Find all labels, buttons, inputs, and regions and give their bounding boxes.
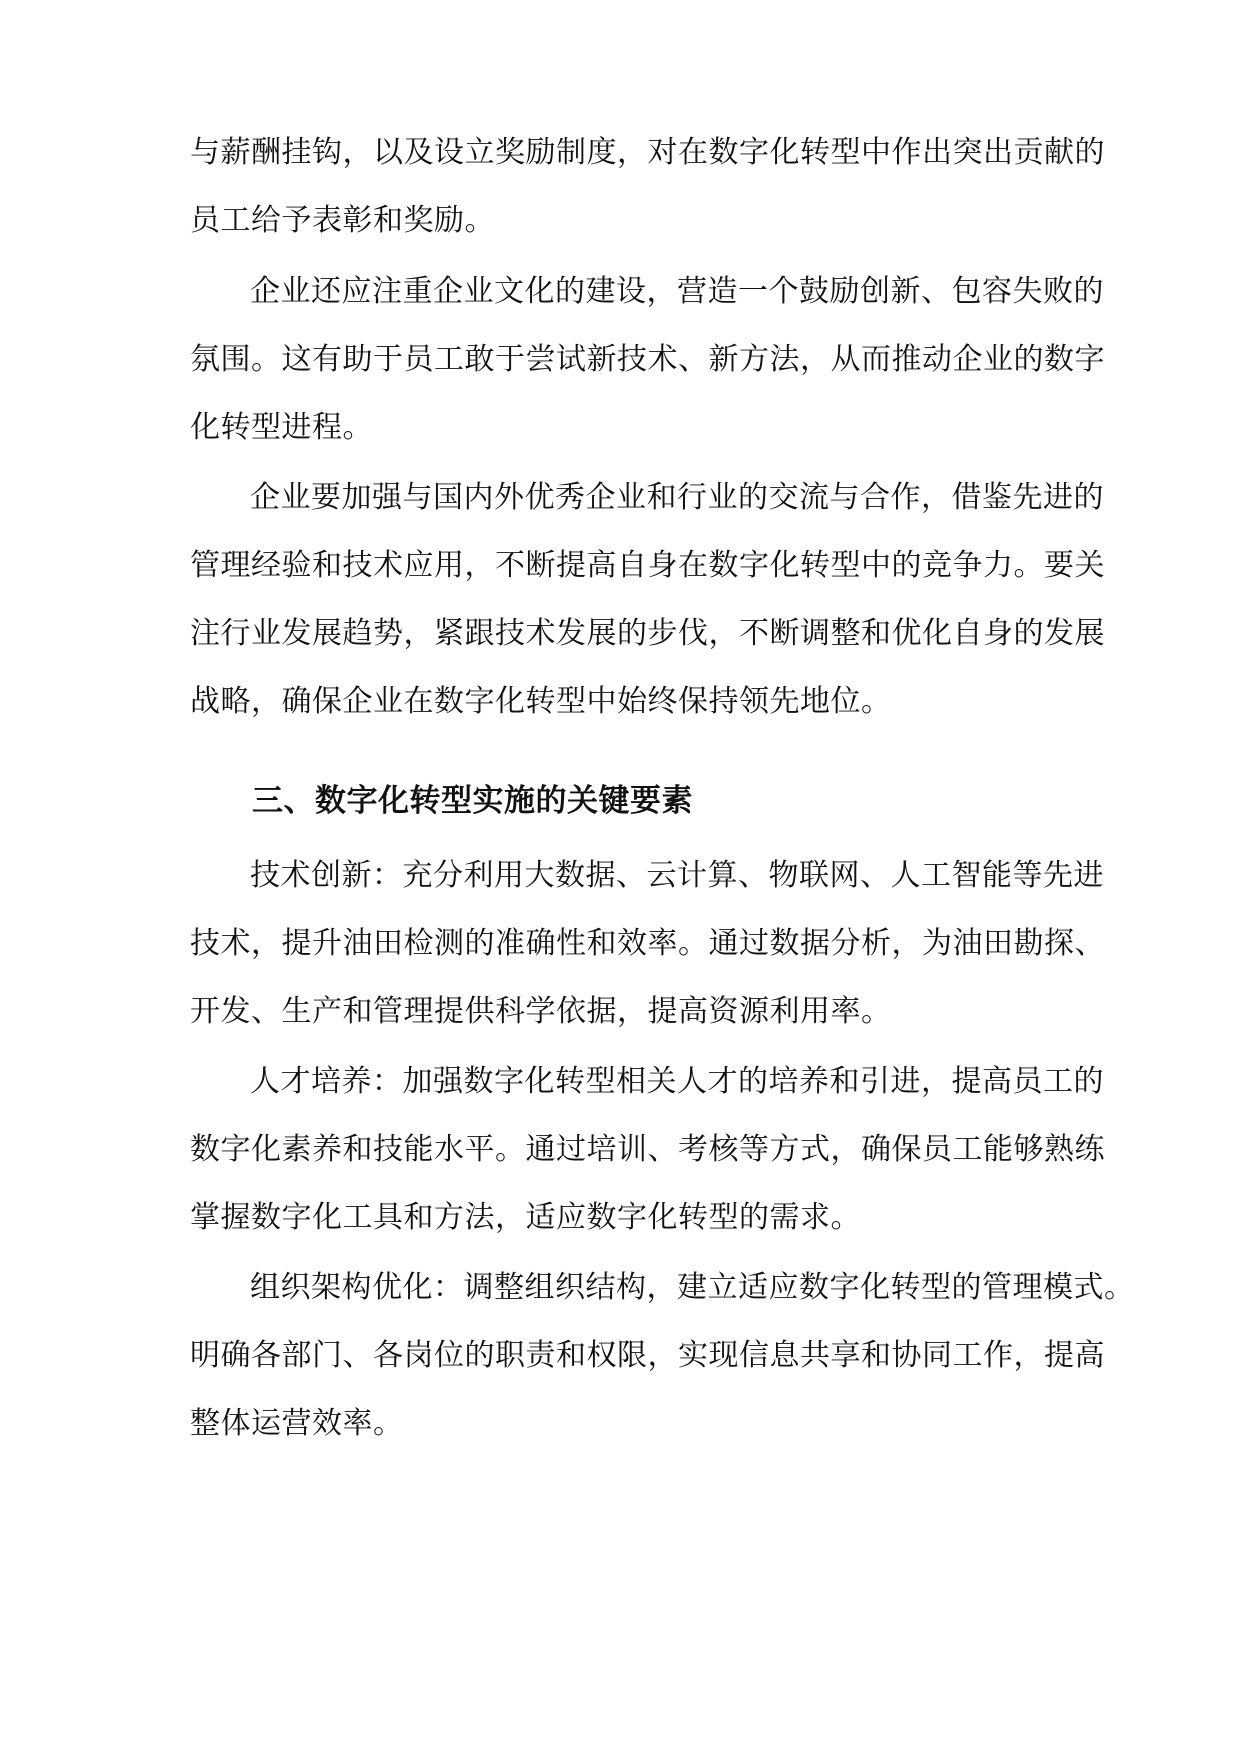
paragraph-line: 技术，提升油田检测的准确性和效率。通过数据分析，为油田勘探、: [190, 926, 1105, 961]
paragraph-line: 与薪酬挂钩，以及设立奖励制度，对在数字化转型中作出突出贡献的: [190, 135, 1105, 170]
paragraph-line: 管理经验和技术应用，不断提高自身在数字化转型中的竞争力。要关: [190, 548, 1105, 583]
paragraph-line: 员工给予表彰和奖励。: [190, 203, 495, 238]
paragraph-line: 明确各部门、各岗位的职责和权限，实现信息共享和协同工作，提高: [190, 1338, 1105, 1373]
paragraph-line: 战略，确保企业在数字化转型中始终保持领先地位。: [190, 684, 892, 719]
paragraph-line: 人才培养：加强数字化转型相关人才的培养和引进，提高员工的: [250, 1064, 1104, 1099]
paragraph-line: 氛围。这有助于员工敢于尝试新技术、新方法，从而推动企业的数字: [190, 342, 1105, 377]
paragraph-line: 注行业发展趋势，紧跟技术发展的步伐，不断调整和优化自身的发展: [190, 616, 1105, 651]
paragraph-line: 整体运营效率。: [190, 1406, 404, 1441]
paragraph-line: 企业还应注重企业文化的建设，营造一个鼓励创新、包容失败的: [250, 274, 1104, 309]
paragraph-line: 数字化素养和技能水平。通过培训、考核等方式，确保员工能够熟练: [190, 1132, 1105, 1167]
paragraph-line: 掌握数字化工具和方法，适应数字化转型的需求。: [190, 1200, 861, 1235]
paragraph-line: 开发、生产和管理提供科学依据，提高资源利用率。: [190, 994, 892, 1029]
paragraph-line: 企业要加强与国内外优秀企业和行业的交流与合作，借鉴先进的: [250, 480, 1104, 515]
section-heading: 三、数字化转型实施的关键要素: [252, 783, 693, 819]
paragraph-line: 化转型进程。: [190, 410, 373, 445]
paragraph-line: 组织架构优化：调整组织结构，建立适应数字化转型的管理模式。: [250, 1270, 1135, 1305]
paragraph-line: 技术创新：充分利用大数据、云计算、物联网、人工智能等先进: [250, 858, 1104, 893]
